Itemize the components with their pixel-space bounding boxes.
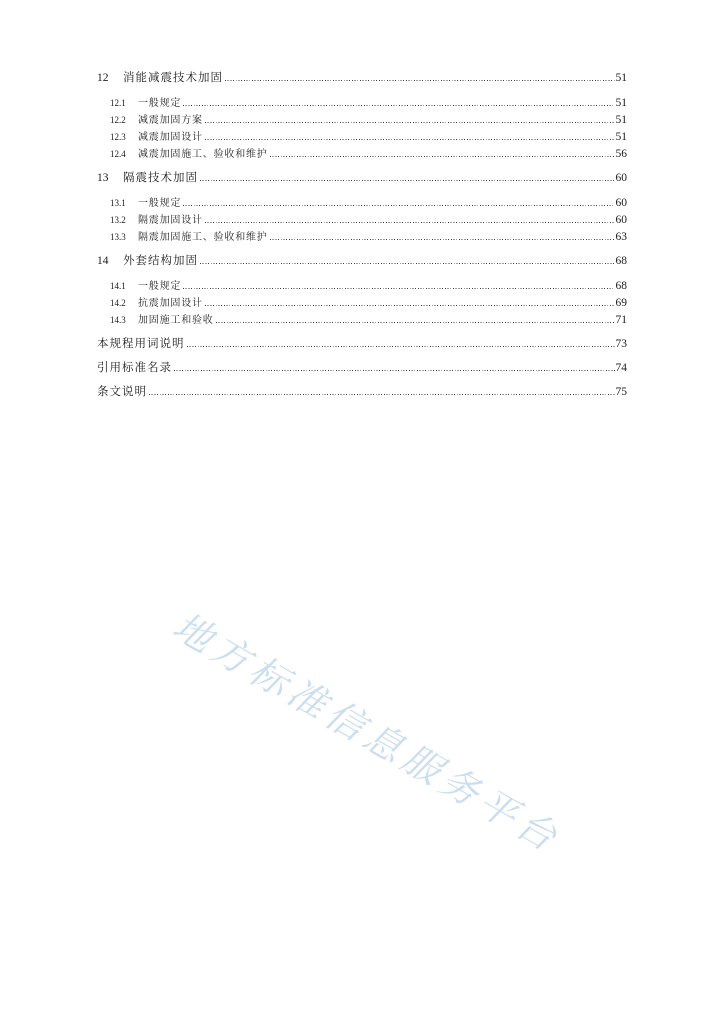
toc-entry-page: 60 bbox=[615, 172, 627, 184]
toc-entry-backmatter bbox=[97, 336, 627, 352]
toc-entry-page: 60 bbox=[615, 197, 627, 209]
toc-entry-section bbox=[110, 130, 627, 145]
toc-entry-page: 51 bbox=[615, 131, 627, 143]
toc-entry-page: 56 bbox=[615, 148, 627, 160]
toc-entry-chapter bbox=[97, 170, 627, 186]
toc-entry-number: 13 bbox=[97, 172, 109, 184]
toc-entry-backmatter bbox=[97, 384, 627, 400]
toc-entry-section bbox=[110, 213, 627, 228]
dot-leader bbox=[149, 394, 615, 395]
toc-entry-title: 一般规定 bbox=[138, 198, 182, 209]
dot-leader bbox=[205, 139, 615, 140]
toc-entry-title: 隔震加固施工、验收和维护 bbox=[138, 232, 268, 243]
toc-entry-title: 减震加固设计 bbox=[138, 132, 203, 143]
toc-entry-title: 一般规定 bbox=[138, 281, 182, 292]
toc-entry-title: 减震加固施工、验收和维护 bbox=[138, 149, 268, 160]
toc-entry-title: 减震加固方案 bbox=[138, 115, 203, 126]
toc-entry-number: 13.1 bbox=[110, 198, 126, 208]
dot-leader bbox=[225, 80, 615, 81]
toc-entry-chapter bbox=[97, 253, 627, 269]
toc-entry-page: 69 bbox=[615, 297, 627, 309]
toc-entry-title: 条文说明 bbox=[97, 386, 147, 398]
dot-leader bbox=[270, 156, 615, 157]
dot-leader bbox=[183, 288, 614, 289]
toc-entry-number: 12 bbox=[97, 72, 109, 84]
toc-entry-page: 73 bbox=[615, 338, 627, 350]
toc-entry-section bbox=[110, 196, 627, 211]
toc-entry-title: 引用标准名录 bbox=[97, 362, 172, 374]
dot-leader bbox=[174, 370, 615, 371]
toc-entry-section bbox=[110, 147, 627, 162]
dot-leader bbox=[183, 205, 614, 206]
dot-leader bbox=[200, 180, 615, 181]
toc-entry-page: 68 bbox=[615, 255, 627, 267]
toc-entry-section bbox=[110, 230, 627, 245]
toc-entry-backmatter bbox=[97, 360, 627, 376]
toc-entry-title: 抗震加固设计 bbox=[138, 298, 203, 309]
dot-leader bbox=[205, 122, 615, 123]
toc-entry-number: 12.3 bbox=[110, 132, 126, 142]
toc-entry-section bbox=[110, 279, 627, 294]
toc-entry-title: 隔震加固设计 bbox=[138, 215, 203, 226]
dot-leader bbox=[200, 263, 615, 264]
dot-leader bbox=[187, 346, 615, 347]
dot-leader bbox=[205, 222, 615, 223]
toc-entry-page: 51 bbox=[615, 97, 627, 109]
toc-entry-title: 一般规定 bbox=[138, 98, 182, 109]
toc-entry-number: 14.2 bbox=[110, 298, 126, 308]
toc-entry-number: 14.3 bbox=[110, 315, 126, 325]
toc-entry-title: 加固施工和验收 bbox=[138, 315, 214, 326]
dot-leader bbox=[183, 105, 614, 106]
toc-entry-page: 60 bbox=[615, 214, 627, 226]
toc-entry-number: 12.2 bbox=[110, 115, 126, 125]
toc-entry-page: 71 bbox=[615, 314, 627, 326]
toc-entry-number: 13.2 bbox=[110, 215, 126, 225]
toc-entry-number: 14.1 bbox=[110, 281, 126, 291]
dot-leader bbox=[216, 322, 615, 323]
toc-entry-title: 外套结构加固 bbox=[123, 255, 198, 267]
toc-entry-number: 12.1 bbox=[110, 98, 126, 108]
toc-entry-page: 51 bbox=[615, 114, 627, 126]
toc-entry-chapter bbox=[97, 70, 627, 86]
toc-entry-title: 本规程用词说明 bbox=[97, 338, 185, 350]
toc-entry-page: 68 bbox=[615, 280, 627, 292]
toc-entry-section bbox=[110, 113, 627, 128]
watermark: 地方标准信息服务平台 bbox=[165, 603, 569, 862]
toc-entry-number: 12.4 bbox=[110, 149, 126, 159]
toc-entry-section bbox=[110, 96, 627, 111]
toc-entry-section bbox=[110, 313, 627, 328]
toc-entry-title: 消能减震技术加固 bbox=[123, 72, 223, 84]
toc-entry-title: 隔震技术加固 bbox=[123, 172, 198, 184]
toc-entry-page: 51 bbox=[615, 72, 627, 84]
toc-entry-number: 13.3 bbox=[110, 232, 126, 242]
dot-leader bbox=[205, 305, 615, 306]
toc-entry-section bbox=[110, 296, 627, 311]
toc-entry-page: 74 bbox=[615, 362, 627, 374]
toc-entry-page: 75 bbox=[615, 386, 627, 398]
toc-entry-page: 63 bbox=[615, 231, 627, 243]
toc-entry-number: 14 bbox=[97, 255, 109, 267]
dot-leader bbox=[270, 239, 615, 240]
